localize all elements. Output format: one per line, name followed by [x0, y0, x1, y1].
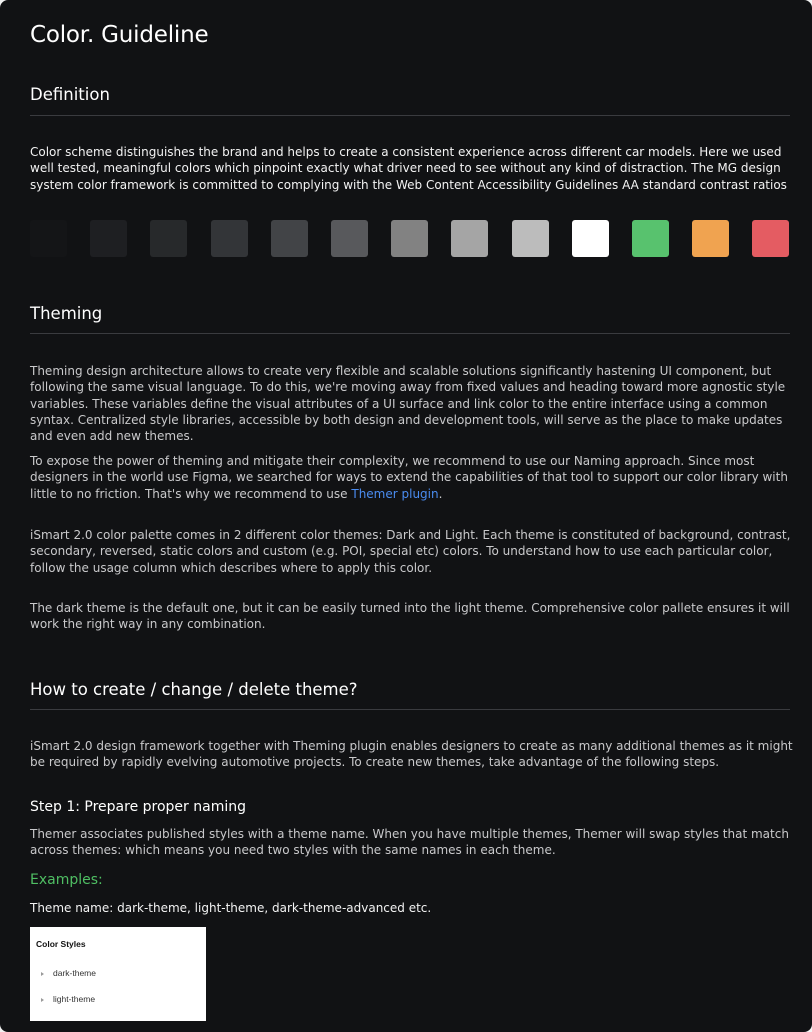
howto-divider: [30, 709, 790, 710]
definition-text: Color scheme distinguishes the brand and helps to create a consistent experience across different car models. Here we used well tested, meaningful colors which pinpoint exactly what driver need to see without any kind of distraction. The MG design system color framework is committed to complying with the Web Content Accessibility Guidelines AA standard contrast ratios: [30, 145, 787, 192]
color-styles-title: Color Styles: [36, 939, 86, 949]
theming-paragraph-1: Theming design architecture allows to create very flexible and scalable solutions significantly hastening UI component, but following the same visual language. To do this, we're moving away from fixed values and heading toward more agnostic style variables. These variables define the visual attributes of a UI surface and link color to the entire interface using a common syntax. Centralized style libraries, accessible by both design and development tools, will serve as the place to make updates and even add new themes.: [30, 364, 786, 444]
page-title: Color. Guideline: [30, 22, 209, 48]
step1-heading: Step 1: Prepare proper naming: [30, 799, 246, 815]
theming-paragraph-2-text: To expose the power of theming and mitigate their complexity, we recommend to use our Naming approach. Since most designers in the world use Figma, we searched for ways to extend the capabilities of that tool to support our color library with little to no friction. That's why we recommend to use: [30, 454, 788, 501]
howto-heading: How to create / change / delete theme?: [30, 680, 358, 699]
definition-divider: [30, 115, 790, 116]
theming-heading: Theming: [30, 304, 103, 323]
theming-paragraph-3: iSmart 2.0 color palette comes in 2 different color themes: Dark and Light. Each theme is constituted of background, contrast, secondary, reversed, static colors and custom (e.g. POI, special etc) colors. To understand how to use each particular color, follow the usage column which describes where to apply this color.: [30, 528, 791, 575]
examples-label: Examples:: [30, 872, 103, 888]
style-group-dark-theme[interactable]: [41, 968, 96, 978]
color-swatches: [30, 220, 800, 257]
color-swatch: [331, 220, 368, 257]
style-group-label: light-theme: [53, 994, 96, 1004]
color-swatch: [632, 220, 669, 257]
theming-divider: [30, 333, 790, 334]
color-swatch: [211, 220, 248, 257]
theming-paragraph-2: [30, 453, 800, 502]
color-swatch: [451, 220, 488, 257]
color-swatch: [692, 220, 729, 257]
theming-paragraph-4: The dark theme is the default one, but it can be easily turned into the light theme. Comprehensive color pallete ensures it will work the right way in any combination.: [30, 601, 790, 632]
color-swatch: [30, 220, 67, 257]
color-swatch: [271, 220, 308, 257]
caret-right-icon: [41, 998, 44, 1002]
color-swatch: [752, 220, 789, 257]
color-swatch: [150, 220, 187, 257]
color-swatch: [391, 220, 428, 257]
color-styles-panel: [30, 927, 206, 1021]
themer-plugin-link[interactable]: Themer plugin: [351, 486, 439, 501]
style-group-label: dark-theme: [53, 968, 96, 978]
step1-text: Themer associates published styles with a theme name. When you have multiple themes, Themer will swap styles that match across themes: which means you need two styles with the same names in each theme.: [30, 827, 789, 858]
caret-right-icon: [41, 972, 44, 976]
color-swatch: [572, 220, 609, 257]
theme-names-text: Theme name: dark-theme, light-theme, dark-theme-advanced etc.: [30, 901, 432, 915]
theming-paragraph-2-end: .: [438, 486, 443, 501]
definition-heading: Definition: [30, 85, 110, 104]
style-group-light-theme[interactable]: [41, 994, 95, 1004]
color-swatch: [90, 220, 127, 257]
color-swatch: [512, 220, 549, 257]
howto-intro: iSmart 2.0 design framework together with Theming plugin enables designers to create as many additional themes as it might be required by rapidly evelving automotive projects. To create new themes, take advantage of the following steps.: [30, 739, 793, 770]
